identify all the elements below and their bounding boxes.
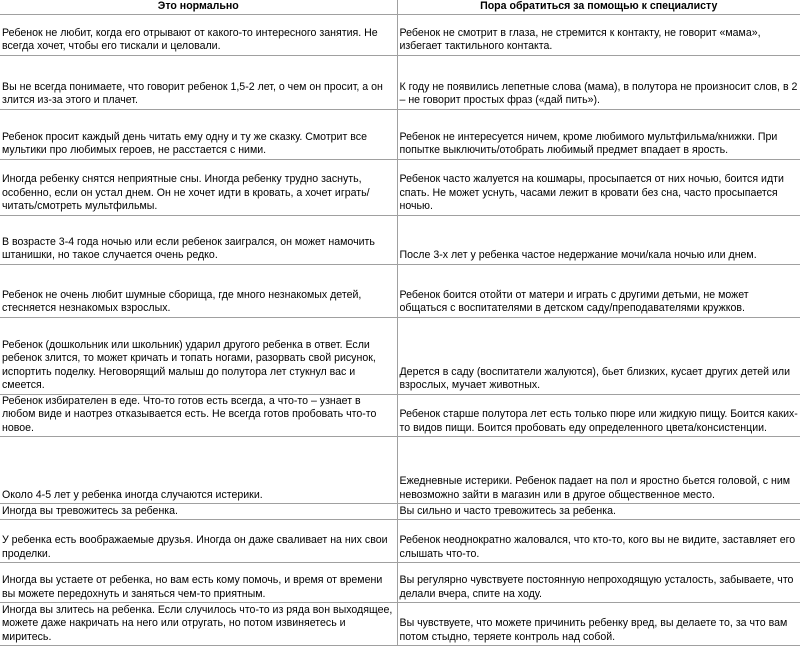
cell-normal: Ребенок не очень любит шумные сборища, где много незнакомых детей, стесняется незнакомых взрослых. xyxy=(0,264,397,317)
table-row xyxy=(0,504,800,520)
column-header-normal: Это нормально xyxy=(0,0,397,14)
table-row xyxy=(0,215,800,264)
table-row xyxy=(0,563,800,603)
cell-specialist: Ребенок не интересуется ничем, кроме любимого мультфильма/книжки. При попытке выключить/отобрать любимый предмет впадает в ярость. xyxy=(397,109,800,159)
cell-normal: В возрасте 3-4 года ночью или если ребенок заигрался, он может намочить штанишки, но такое случается очень редко. xyxy=(0,215,397,264)
cell-specialist: Ребенок старше полутора лет есть только пюре или жидкую пищу. Боится каких-то видов пищи. Боится пробовать еду определенного цвета/консистенции. xyxy=(397,394,800,437)
table-row xyxy=(0,437,800,504)
cell-normal: Ребенок (дошкольник или школьник) ударил другого ребенка в ответ. Если ребенок злится, то может кричать и топать ногами, разорвать свой рисунок, испортить поделку. Неговорящий малыш до полутора лет стукнул вас и смеется. xyxy=(0,317,397,394)
cell-specialist: Ребенок не смотрит в глаза, не стремится к контакту, не говорит «мама», избегает тактильного контакта. xyxy=(397,14,800,55)
table-row xyxy=(0,14,800,55)
cell-normal: Иногда вы злитесь на ребенка. Если случилось что-то из ряда вон выходящее, можете даже накричать на него или отругать, но потом извиняетесь и миритесь. xyxy=(0,603,397,646)
table-row xyxy=(0,109,800,159)
cell-normal: Ребенок не любит, когда его отрывают от какого-то интересного занятия. Не всегда хочет, чтобы его тискали и целовали. xyxy=(0,14,397,55)
cell-normal: Иногда ребенку снятся неприятные сны. Иногда ребенку трудно заснуть, особенно, если он устал днем. Он не хочет идти в кровать, а хочет играть/читать/смотреть мультфильмы. xyxy=(0,159,397,215)
table-row xyxy=(0,520,800,563)
cell-normal: Иногда вы тревожитесь за ребенка. xyxy=(0,504,397,520)
cell-specialist: Вы сильно и часто тревожитесь за ребенка. xyxy=(397,504,800,520)
column-header-specialist: Пора обратиться за помощью к специалисту xyxy=(397,0,800,14)
cell-normal: У ребенка есть воображаемые друзья. Иногда он даже сваливает на них свои проделки. xyxy=(0,520,397,563)
cell-specialist: Ребенок боится отойти от матери и играть с другими детьми, не может общаться с воспитателями в детском саду/преподавателями кружков. xyxy=(397,264,800,317)
table-row xyxy=(0,55,800,109)
cell-specialist: Вы чувствуете, что можете причинить ребенку вред, вы делаете то, за что вам потом стыдно, теряете контроль над собой. xyxy=(397,603,800,646)
cell-specialist: Ежедневные истерики. Ребенок падает на пол и яростно бьется головой, с ним невозможно зайти в магазин или в другое общественное место. xyxy=(397,437,800,504)
cell-specialist: Ребенок часто жалуется на кошмары, просыпается от них ночью, боится идти спать. Не может уснуть, часами лежит в кровати без сна, часто просыпается ночью. xyxy=(397,159,800,215)
table-row xyxy=(0,603,800,646)
table-header-row xyxy=(0,0,800,14)
cell-specialist: Дерется в саду (воспитатели жалуются), бьет близких, кусает других детей или взрослых, мучает животных. xyxy=(397,317,800,394)
table-row xyxy=(0,159,800,215)
cell-specialist: После 3-х лет у ребенка частое недержание мочи/кала ночью или днем. xyxy=(397,215,800,264)
cell-normal: Вы не всегда понимаете, что говорит ребенок 1,5-2 лет, о чем он просит, а он злится из-за этого и плачет. xyxy=(0,55,397,109)
cell-normal: Иногда вы устаете от ребенка, но вам есть кому помочь, и время от времени вы можете передохнуть и заняться чем-то приятным. xyxy=(0,563,397,603)
cell-specialist: К году не появились лепетные слова (мама), в полутора не произносит слов, в 2 – не говорит простых фраз («дай пить»). xyxy=(397,55,800,109)
cell-normal: Около 4-5 лет у ребенка иногда случаются истерики. xyxy=(0,437,397,504)
cell-normal: Ребенок просит каждый день читать ему одну и ту же сказку. Смотрит все мультики про любимых героев, не расстается с ними. xyxy=(0,109,397,159)
cell-specialist: Ребенок неоднократно жаловался, что кто-то, кого вы не видите, заставляет его слышать что-то. xyxy=(397,520,800,563)
table-row xyxy=(0,317,800,394)
table-row xyxy=(0,394,800,437)
table-row xyxy=(0,264,800,317)
cell-specialist: Вы регулярно чувствуете постоянную непроходящую усталость, забываете, что делали вчера, спите на ходу. xyxy=(397,563,800,603)
cell-normal: Ребенок избирателен в еде. Что-то готов есть всегда, а что-то – узнает в любом виде и наотрез отказывается есть. Не всегда готов пробовать что-то новое. xyxy=(0,394,397,437)
